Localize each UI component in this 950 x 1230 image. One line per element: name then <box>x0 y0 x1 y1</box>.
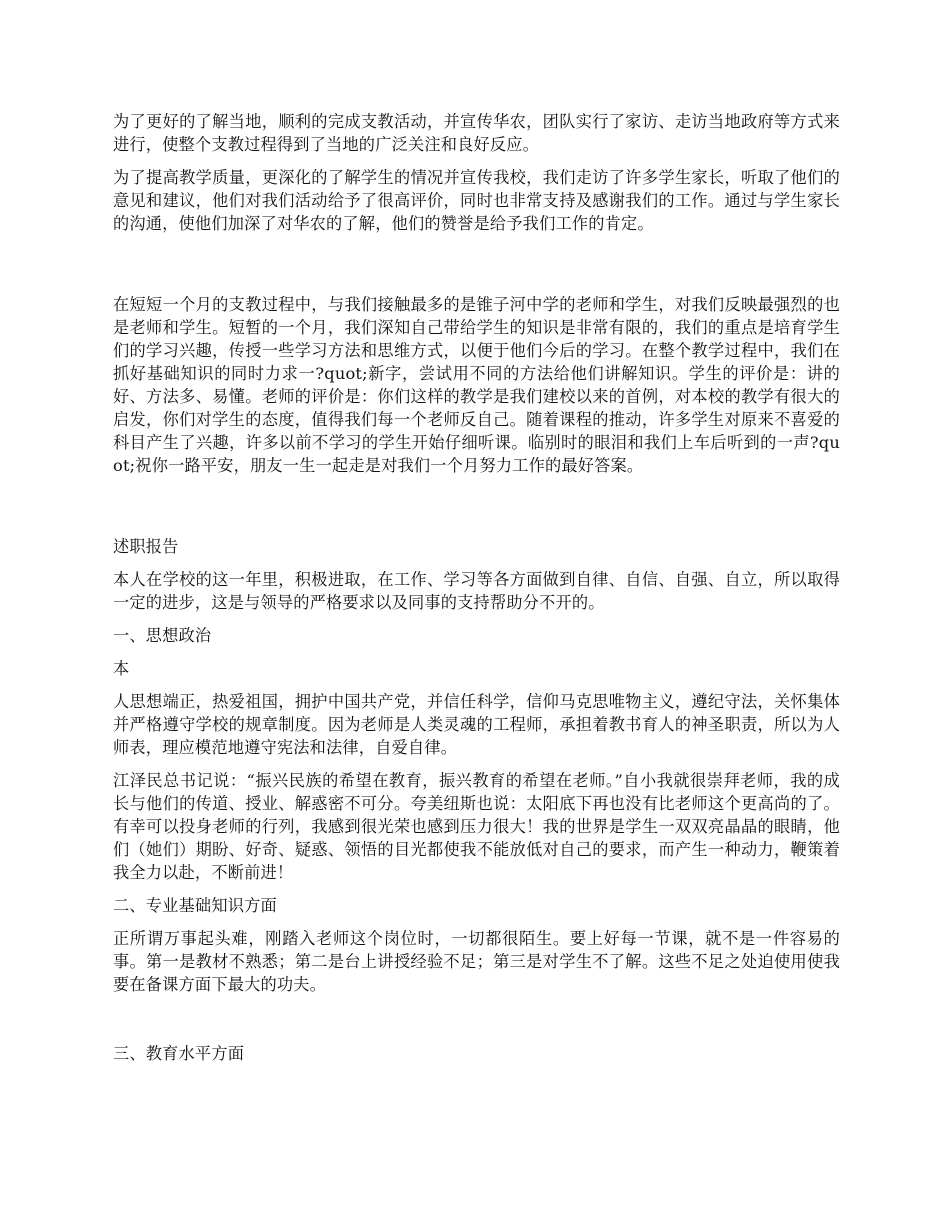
paragraph-fragment: 本 <box>113 659 130 678</box>
paragraph-teacher-quote: 江泽民总书记说：“振兴民族的希望在教育，振兴教育的希望在老师。”自小我就很崇拜老师，我的成长与他们的传道、授业、解惑密不可分。夸美纽斯也说：太阳底下再也没有比老师这个更高尚的了。有幸可以投身老师的行列，我感到很光荣也感到压力很大！我的世界是学生一双双亮晶晶的眼睛，他们（她们）期盼、好奇、疑惑、领悟的目光都使我不能放低对自己的要求，而产生一种动力，鞭策着我全力以赴，不断前进！ <box>113 771 840 882</box>
section-heading-education: 三、教育水平方面 <box>113 1044 245 1063</box>
section-heading-report: 述职报告 <box>113 537 179 556</box>
paragraph-professional: 正所谓万事起头难，刚踏入老师这个岗位时，一切都很陌生。要上好每一节课，就不是一件容易的事。第一是教材不熟悉；第二是台上讲授经验不足；第三是对学生不了解。这些不足之处迫使用使我要在备课方面下最大的功夫。 <box>113 929 840 994</box>
paragraph-teaching-summary: 在短短一个月的支教过程中，与我们接触最多的是锥子河中学的老师和学生，对我们反映最强烈的也是老师和学生。短暂的一个月，我们深知自己带给学生的知识是非常有限的，我们的重点是培育学生们的学习兴趣，传授一些学习方法和思维方式，以便于他们今后的学习。在整个教学过程中，我们在抓好基础知识的同时力求一?quot;新字，尝试用不同的方法给他们讲解知识。学生的评价是：讲的好、方法多、易懂。老师的评价是：你们这样的教学是我们建校以来的首例，对本校的教学有很大的启发，你们对学生的态度，值得我们每一个老师反自己。随着课程的推动，许多学生对原来不喜爱的科目产生了兴趣，许多以前不学习的学生开始仔细听课。临别时的眼泪和我们上车后听到的一声?quot;祝你一路平安，朋友一生一起走是对我们一个月努力工作的最好答案。 <box>113 295 840 475</box>
section-heading-politics: 一、思想政治 <box>113 626 212 645</box>
paragraph-ideology: 人思想端正，热爱祖国，拥护中国共产党，并信任科学，信仰马克思唯物主义，遵纪守法，关怀集体并严格遵守学校的规章制度。因为老师是人类灵魂的工程师，承担着教书育人的神圣职责，所以为人师表，理应模范地遵守宪法和法律，自爱自律。 <box>113 692 840 757</box>
paragraph-report-intro: 本人在学校的这一年里，积极进取，在工作、学习等各方面做到自律、自信、自强、自立，所以取得一定的进步，这是与领导的严格要求以及同事的支持帮助分不开的。 <box>113 570 840 612</box>
document-body <box>113 110 840 1065</box>
paragraph-parent-visits: 为了提高教学质量，更深化的了解学生的情况并宣传我校，我们走访了许多学生家长，听取了他们的意见和建议，他们对我们活动给予了很高评价，同时也非常支持及感谢我们的工作。通过与学生家长的沟通，使他们加深了对华农的了解，他们的赞誉是给予我们工作的肯定。 <box>113 168 840 233</box>
section-heading-professional: 二、专业基础知识方面 <box>113 896 277 915</box>
paragraph-local-outreach: 为了更好的了解当地，顺利的完成支教活动，并宣传华农，团队实行了家访、走访当地政府等方式来进行，使整个支教过程得到了当地的广泛关注和良好反应。 <box>113 112 840 154</box>
